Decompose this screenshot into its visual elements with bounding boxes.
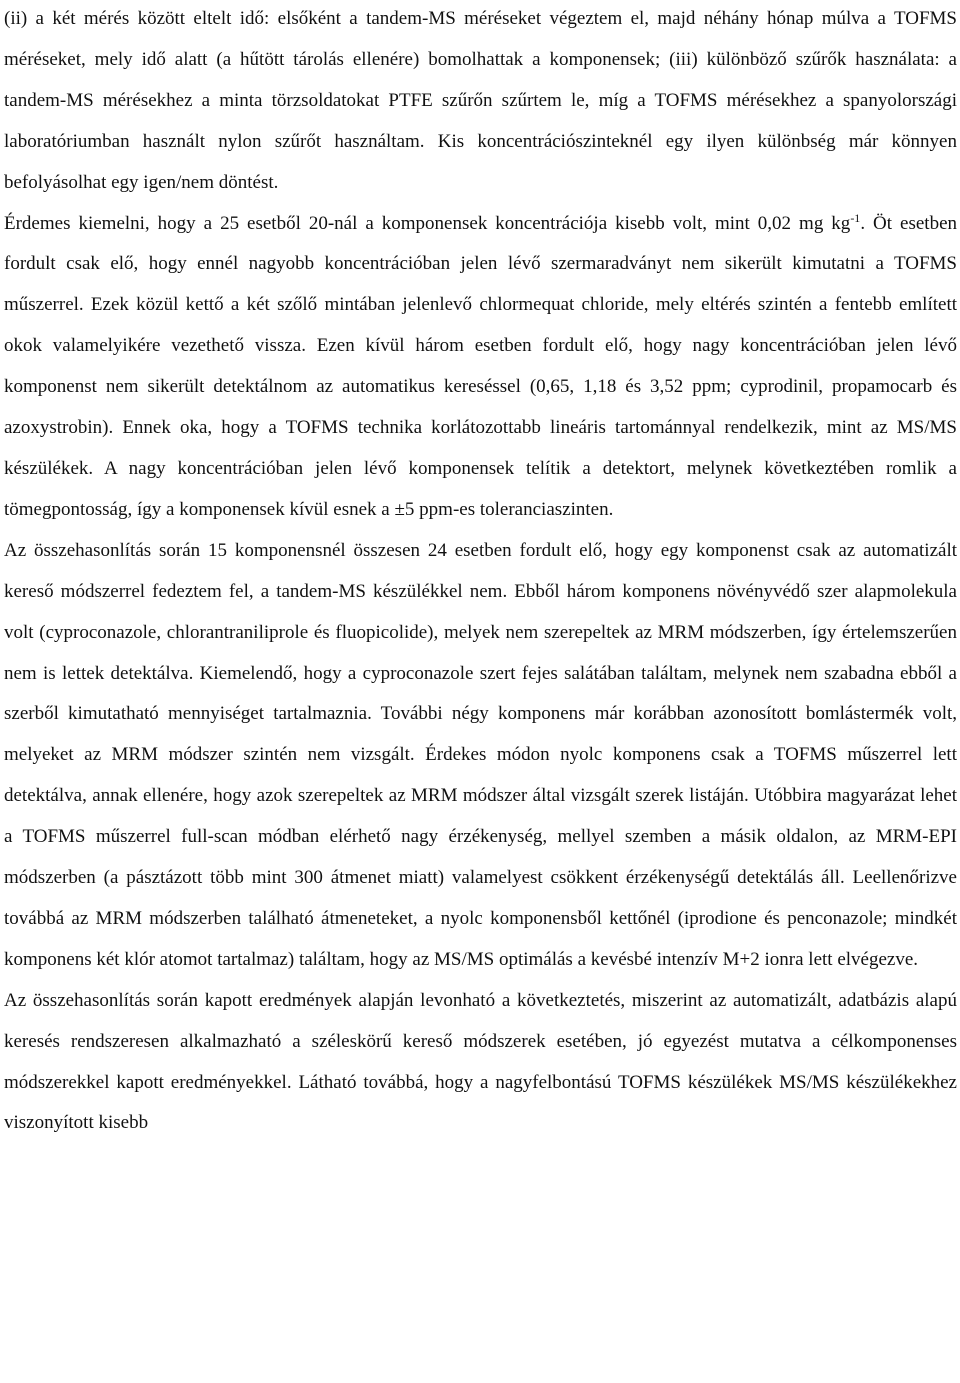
paragraph-2-text-b: . Öt esetben fordult csak elő, hogy ennél nagyobb koncentrációban jelen lévő szermaradványt nem sikerült kimutatni a TOFMS műszerrel. Ezek közül kettő a két szőlő mintában jelenlevő chlormequat chloride, mely eltérés szintén a fentebb említett okok valamelyikére vezethető vissza. Ezen kívül három esetben fordult elő, hogy nagy koncentrációban jelen lévő komponenst nem sikerült detektálnom az automatikus kereséssel (0,65, 1,18 és 3,52 ppm; cyprodinil, propamocarb és azoxystrobin). Ennek oka, hogy a TOFMS technika korlátozottabb lineáris tartománnyal rendelkezik, mint az MS/MS készülékek. A nagy koncentrációban jelen lévő komponensek telítik a detektort, melynek következtében romlik a tömegpontosság, így a komponensek kívül esnek a ±5 ppm-es toleranciaszinten. [4, 212, 957, 520]
paragraph-3 [4, 531, 957, 981]
paragraph-1-text: (ii) a két mérés között eltelt idő: elsőként a tandem-MS méréseket végeztem el, majd néhány hónap múlva a TOFMS méréseket, mely idő alatt (a hűtött tárolás ellenére) bomolhattak a komponensek; (iii) különböző szűrők használata: a tandem-MS mérésekhez a minta törzsoldatokat PTFE szűrőn szűrtem le, míg a TOFMS mérésekhez a spanyolországi laboratóriumban használt nylon szűrőt használtam. Kis koncentrációszinteknél egy ilyen különbség már könnyen befolyásolhat egy igen/nem döntést. [4, 8, 957, 193]
paragraph-3-text: Az összehasonlítás során 15 komponensnél összesen 24 esetben fordult elő, hogy egy komponenst csak az automatizált kereső módszerrel fedeztem fel, a tandem-MS készülékkel nem. Ebből három komponens növényvédő szer alapmolekula volt (cyproconazole, chlorantraniliprole és fluopicolide), melyek nem szerepeltek az MRM módszerben, így értelemszerűen nem is lettek detektálva. Kiemelendő, hogy a cyproconazole szert fejes salátában találtam, melynek nem szabadna ebből a szerből kimutatható mennyiséget tartalmaznia. További négy komponens már korábban azonosított bomlástermék volt, melyeket az MRM módszer szintén nem vizsgált. Érdekes módon nyolc komponens csak a TOFMS műszerrel lett detektálva, annak ellenére, hogy azok szerepeltek az MRM módszer által vizsgált szerek listáján. Utóbbira magyarázat lehet a TOFMS műszerrel full-scan módban elérhető nagy érzékenység, mellyel szemben a másik oldalon, az MRM-EPI módszerben (a pásztázott több mint 300 átmenet miatt) valamelyest csökkent érzékenységű detektálás áll. Leellenőrizve továbbá az MRM módszerben található átmeneteket, a nyolc komponensből kettőnél (iprodione és penconazole; mindkét komponens két klór atomot tartalmaz) találtam, hogy az MS/MS optimálás a kevésbé intenzív M+2 ionra lett elvégezve. [4, 539, 957, 970]
exponent-superscript: -1 [850, 210, 861, 225]
paragraph-2 [4, 204, 957, 531]
paragraph-1 [4, 0, 957, 204]
paragraph-4 [4, 981, 957, 1145]
paragraph-4-text: Az összehasonlítás során kapott eredmények alapján levonható a következtetés, miszerint az automatizált, adatbázis alapú keresés rendszeresen alkalmazható a széleskörű kereső módszerek esetében, jó egyezést mutatva a célkomponenses módszerekkel kapott eredményekkel. Látható továbbá, hogy a nagyfelbontású TOFMS készülékek MS/MS készülékekhez viszonyított kisebb [4, 989, 957, 1134]
paragraph-2-text-a: Érdemes kiemelni, hogy a 25 esetből 20-nál a komponensek koncentrációja kisebb volt, mint 0,02 mg kg [4, 212, 851, 234]
